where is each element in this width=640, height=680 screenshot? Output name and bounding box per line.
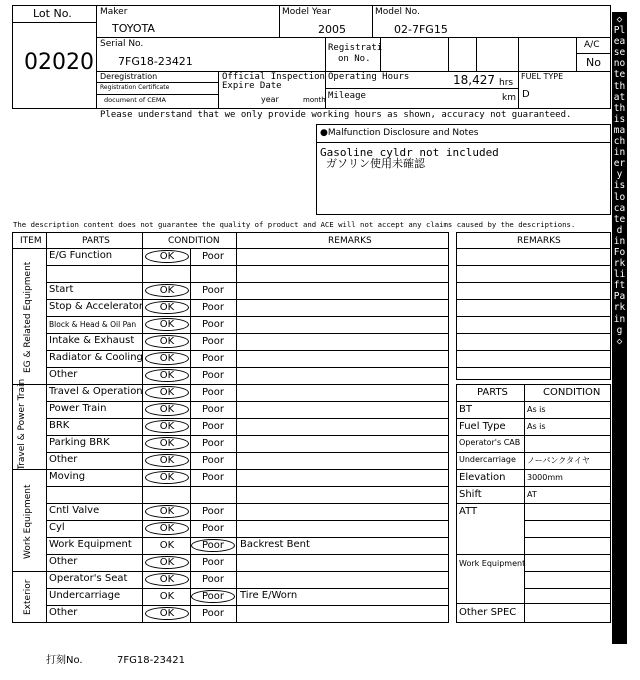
inspection-label-2: Expire Date	[222, 81, 282, 91]
condition-ok[interactable]: OK	[159, 438, 175, 449]
month-label: month	[303, 96, 326, 104]
condition-selected-circle	[145, 505, 189, 518]
row-part-label: Work Equipment	[49, 539, 132, 550]
item-header: ITEM	[20, 236, 42, 246]
inspection-label-1: Official Inspection	[222, 72, 325, 82]
row-part-label: E/G Function	[49, 250, 113, 261]
serial-value: 7FG18-23421	[118, 55, 193, 68]
maker-label: Maker	[100, 7, 128, 17]
operating-hours-value: 18,427	[453, 73, 495, 87]
row-part-label: Parking BRK	[49, 437, 110, 448]
condition-poor[interactable]: Poor	[201, 302, 225, 313]
row-part-label: Cntl Valve	[49, 505, 100, 516]
condition-selected-circle	[191, 590, 235, 603]
group-label-travel: Travel & Power Train	[17, 378, 27, 470]
condition-selected-circle	[145, 301, 189, 314]
condition-ok[interactable]: OK	[159, 591, 175, 602]
registration-certificate-label: Registration Certificate	[100, 84, 170, 91]
group-label-work: Work Equipment	[23, 484, 33, 559]
row-part-label: Moving	[49, 471, 86, 482]
deregistration-label: Deregistration	[100, 72, 158, 81]
condition-ok[interactable]: OK	[159, 472, 175, 483]
spec-row-value: ノーパンクタイヤ	[527, 456, 590, 465]
registration-label-1: Registrati	[328, 43, 383, 53]
year-label: year	[261, 95, 279, 104]
row-part-label: Other	[49, 369, 78, 380]
description-disclaimer: The description content does not guarantee the quality of product and ACE will not accept any claims caused by the descriptions.	[13, 220, 576, 229]
document-cema-label: document of CEMA	[104, 96, 166, 104]
condition-ok[interactable]: OK	[159, 370, 175, 381]
model-year-value: 2005	[318, 23, 346, 36]
condition-selected-circle	[145, 420, 189, 433]
spec-row-part: Shift	[459, 489, 482, 500]
hrs-label: hrs	[499, 78, 514, 88]
lot-number: 02020	[24, 50, 94, 75]
condition-selected-circle	[145, 454, 189, 467]
row-part-label: Travel & Operation	[49, 386, 143, 397]
condition-poor[interactable]: Poor	[201, 251, 225, 262]
condition-selected-circle	[145, 369, 189, 382]
mileage-label: Mileage	[328, 91, 366, 101]
lot-label: Lot No.	[33, 7, 72, 20]
condition-selected-circle	[145, 573, 189, 586]
group-label-exterior: Exterior	[23, 579, 33, 615]
condition-poor[interactable]: Poor	[201, 336, 225, 347]
model-year-label: Model Year	[282, 7, 331, 17]
condition-ok[interactable]: OK	[159, 387, 175, 398]
operating-hours-label: Operating Hours	[328, 72, 410, 82]
condition-poor[interactable]: Poor	[201, 285, 225, 296]
row-part-label: Other	[49, 607, 78, 618]
remarks-header: REMARKS	[328, 236, 372, 246]
working-hours-notice: Please understand that we only provide working hours as shown, accuracy not guaranteed.	[100, 110, 572, 120]
condition-poor[interactable]: Poor	[201, 319, 225, 330]
condition-selected-circle	[145, 471, 189, 484]
condition-poor[interactable]: Poor	[201, 523, 225, 534]
spec-row-value: As is	[527, 405, 546, 414]
condition-selected-circle	[145, 386, 189, 399]
row-remark: Backrest Bent	[240, 539, 310, 550]
condition-ok[interactable]: OK	[159, 421, 175, 432]
spec-parts-header: PARTS	[477, 387, 508, 398]
condition-ok[interactable]: OK	[159, 404, 175, 415]
condition-selected-circle	[145, 318, 189, 331]
spec-row-part: Undercarriage	[459, 455, 516, 464]
maker-value: TOYOTA	[112, 22, 155, 35]
condition-ok[interactable]: OK	[159, 336, 175, 347]
condition-ok[interactable]: OK	[159, 353, 175, 364]
condition-header: CONDITION	[168, 236, 220, 246]
row-part-label: BRK	[49, 420, 70, 431]
condition-poor[interactable]: Poor	[201, 540, 225, 551]
condition-selected-circle	[191, 539, 235, 552]
spec-row-part: Fuel Type	[459, 421, 506, 432]
condition-poor[interactable]: Poor	[201, 438, 225, 449]
fuel-type-label: FUEL TYPE	[521, 72, 564, 81]
row-part-label: Stop & Accelerator	[49, 301, 144, 312]
spec-row-part: BT	[459, 404, 472, 415]
condition-selected-circle	[145, 556, 189, 569]
row-part-label: Power Train	[49, 403, 107, 414]
condition-ok[interactable]: OK	[159, 574, 175, 585]
model-no-value: 02-7FG15	[394, 23, 448, 36]
spec-row-value: As is	[527, 422, 546, 431]
serial-label: Serial No.	[100, 39, 144, 49]
spec-row-part: ATT	[459, 506, 478, 517]
registration-label-2: on No.	[338, 54, 371, 64]
row-part-label: Intake & Exhaust	[49, 335, 135, 346]
malfunction-title: ●Malfunction Disclosure and Notes	[320, 128, 479, 138]
condition-selected-circle	[145, 250, 189, 263]
parts-header: PARTS	[82, 236, 110, 246]
condition-poor[interactable]: Poor	[201, 404, 225, 415]
row-part-label: Block & Head & Oil Pan	[49, 320, 137, 329]
spec-row-part: Operator's CAB	[459, 438, 521, 447]
row-part-label: Other	[49, 556, 78, 567]
spec-row-value: AT	[527, 490, 537, 499]
condition-ok[interactable]: OK	[159, 302, 175, 313]
condition-ok[interactable]: OK	[159, 506, 175, 517]
remarks-right-header: REMARKS	[517, 236, 561, 246]
fuel-type-value: D	[522, 89, 530, 100]
condition-selected-circle	[145, 284, 189, 297]
condition-selected-circle	[145, 437, 189, 450]
row-part-label: Other	[49, 454, 78, 465]
condition-poor[interactable]: Poor	[201, 608, 225, 619]
spec-condition-header: CONDITION	[543, 387, 601, 398]
condition-poor[interactable]: Poor	[201, 421, 225, 432]
condition-selected-circle	[145, 607, 189, 620]
ac-label: A/C	[584, 40, 600, 50]
row-part-label: Cyl	[49, 522, 65, 533]
condition-poor[interactable]: Poor	[201, 472, 225, 483]
condition-ok[interactable]: OK	[159, 608, 175, 619]
condition-poor[interactable]: Poor	[201, 557, 225, 568]
condition-poor[interactable]: Poor	[201, 455, 225, 466]
spec-row-part: Work Equipment	[459, 559, 526, 568]
condition-poor[interactable]: Poor	[201, 370, 225, 381]
spec-row-part: Other SPEC	[459, 607, 517, 618]
row-part-label: Operator's Seat	[49, 573, 128, 584]
malfunction-line-1: Gasoline cyldr not included	[320, 146, 499, 159]
group-label-eg: EG & Related Equipment	[23, 261, 33, 373]
condition-ok[interactable]: OK	[159, 523, 175, 534]
condition-poor[interactable]: Poor	[201, 387, 225, 398]
row-part-label: Start	[49, 284, 74, 295]
condition-selected-circle	[145, 403, 189, 416]
condition-selected-circle	[145, 522, 189, 535]
malfunction-line-2: ガソリン使用未確認	[326, 157, 425, 170]
condition-ok[interactable]: OK	[159, 319, 175, 330]
footer-label: 打刻No.	[46, 655, 83, 666]
spec-row-part: Elevation	[459, 472, 506, 483]
condition-ok[interactable]: OK	[159, 251, 175, 262]
row-part-label: Undercarriage	[49, 590, 121, 601]
condition-poor[interactable]: Poor	[201, 591, 225, 602]
condition-selected-circle	[145, 352, 189, 365]
footer-value: 7FG18-23421	[117, 655, 186, 666]
model-no-label: Model No.	[375, 7, 420, 17]
row-remark: Tire E/Worn	[240, 590, 298, 601]
condition-poor[interactable]: Poor	[201, 506, 225, 517]
condition-poor[interactable]: Poor	[201, 574, 225, 585]
condition-ok[interactable]: OK	[159, 557, 175, 568]
km-label: km	[502, 93, 516, 103]
condition-ok[interactable]: OK	[159, 285, 175, 296]
condition-ok[interactable]: OK	[159, 540, 175, 551]
condition-poor[interactable]: Poor	[201, 353, 225, 364]
condition-selected-circle	[145, 335, 189, 348]
condition-ok[interactable]: OK	[159, 455, 175, 466]
side-banner-text: ◇ Please note that this machinery is located in Forklift Parking ◇	[613, 14, 626, 347]
ac-value: No	[586, 56, 601, 69]
row-part-label: Radiator & Cooling	[49, 352, 143, 363]
spec-row-value: 3000mm	[527, 473, 563, 482]
